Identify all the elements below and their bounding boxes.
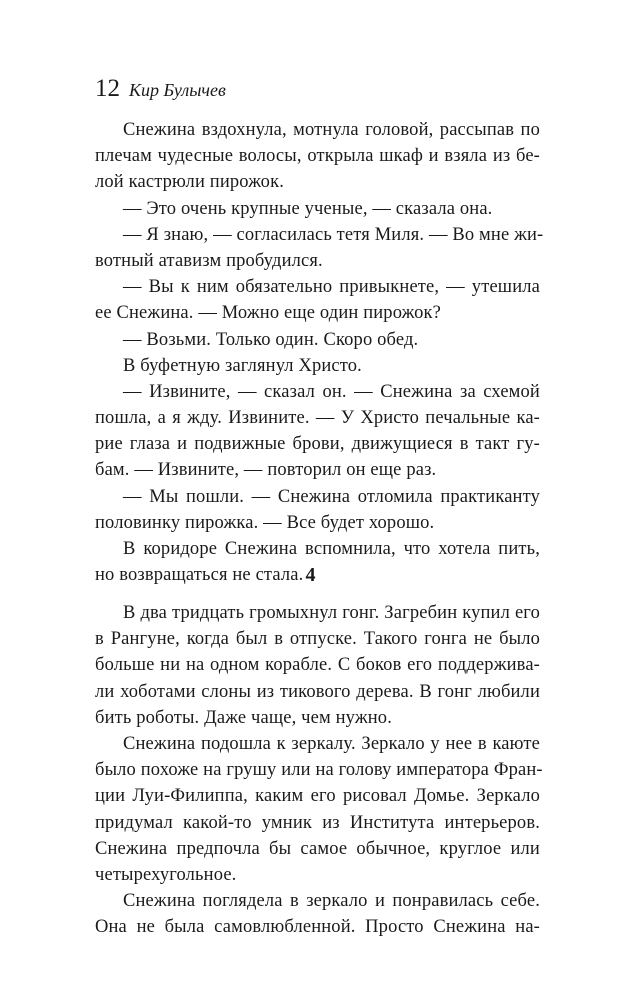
text-line: пошла, а я жду. Извините. — У Христо печальные ка- bbox=[95, 408, 540, 429]
text-line: — Извините, — сказал он. — Снежина за схемой bbox=[123, 381, 540, 402]
text-line: половинку пирожка. — Все будет хорошо. bbox=[95, 512, 435, 533]
text-line: в Рангуне, когда был в отпуске. Такого гонга не было bbox=[95, 629, 540, 650]
text-line: плечам чудесные волосы, открыла шкаф и взяла из бе- bbox=[95, 146, 540, 167]
text-line: ли хоботами слоны из тикового дерева. В гонг любили bbox=[95, 681, 540, 702]
text-line: В коридоре Снежина вспомнила, что хотела пить, bbox=[123, 539, 540, 559]
text-line: Снежина подошла к зеркалу. Зеркало у нее в каюте bbox=[123, 733, 540, 754]
text-line: Она не была самовлюбленной. Просто Снежина на- bbox=[95, 917, 540, 938]
text-block-before-chapter bbox=[95, 117, 544, 588]
text-line: — Мы пошли. — Снежина отломила практиканту bbox=[123, 486, 540, 507]
text-line: вотный атавизм пробудился. bbox=[95, 250, 323, 271]
text-line: — Возьми. Только один. Скоро обед. bbox=[123, 329, 419, 350]
text-block-chapter-4 bbox=[95, 600, 543, 940]
text-line: больше ни на одном корабле. С боков его поддержива- bbox=[95, 655, 540, 676]
text-line: было похоже на грушу или на голову императора Фран- bbox=[95, 760, 543, 781]
text-line: придумал какой-то умник из Института интерьеров. bbox=[95, 812, 540, 833]
text-line: — Это очень крупные ученые, — сказала она. bbox=[123, 198, 493, 219]
text-line: ции Луи-Филиппа, каким его рисовал Домье. Зеркало bbox=[95, 786, 540, 807]
text-line: Снежина предпочла бы самое обычное, круглое или bbox=[95, 838, 540, 859]
chapter-number: 4 bbox=[305, 564, 316, 586]
text-line: Снежина вздохнула, мотнула головой, рассыпав по bbox=[123, 120, 540, 140]
running-head bbox=[95, 74, 226, 104]
running-title: Кир Булычев bbox=[129, 80, 226, 100]
text-line: В буфетную заглянул Христо. bbox=[123, 355, 362, 376]
text-line: — Вы к ним обязательно привыкнете, — утешила bbox=[123, 277, 540, 298]
text-line: — Я знаю, — согласилась тетя Миля. — Во мне жи- bbox=[123, 224, 544, 245]
text-line: лой кастрюли пирожок. bbox=[95, 172, 284, 193]
text-line: ее Снежина. — Можно еще один пирожок? bbox=[95, 303, 442, 324]
text-line: четырехугольное. bbox=[95, 864, 237, 885]
text-line: но возвращаться не стала. bbox=[95, 565, 304, 586]
text-line: В два тридцать громыхнул гонг. Загребин купил его bbox=[123, 603, 540, 623]
text-line: рие глаза и подвижные брови, движущиеся в такт гу- bbox=[95, 434, 540, 455]
text-line: бам. — Извините, — повторил он еще раз. bbox=[95, 460, 437, 481]
text-line: бить роботы. Даже чаще, чем нужно. bbox=[95, 707, 392, 728]
page-number: 12 bbox=[95, 75, 120, 102]
text-line: Снежина поглядела в зеркало и понравилась себе. bbox=[123, 891, 540, 912]
